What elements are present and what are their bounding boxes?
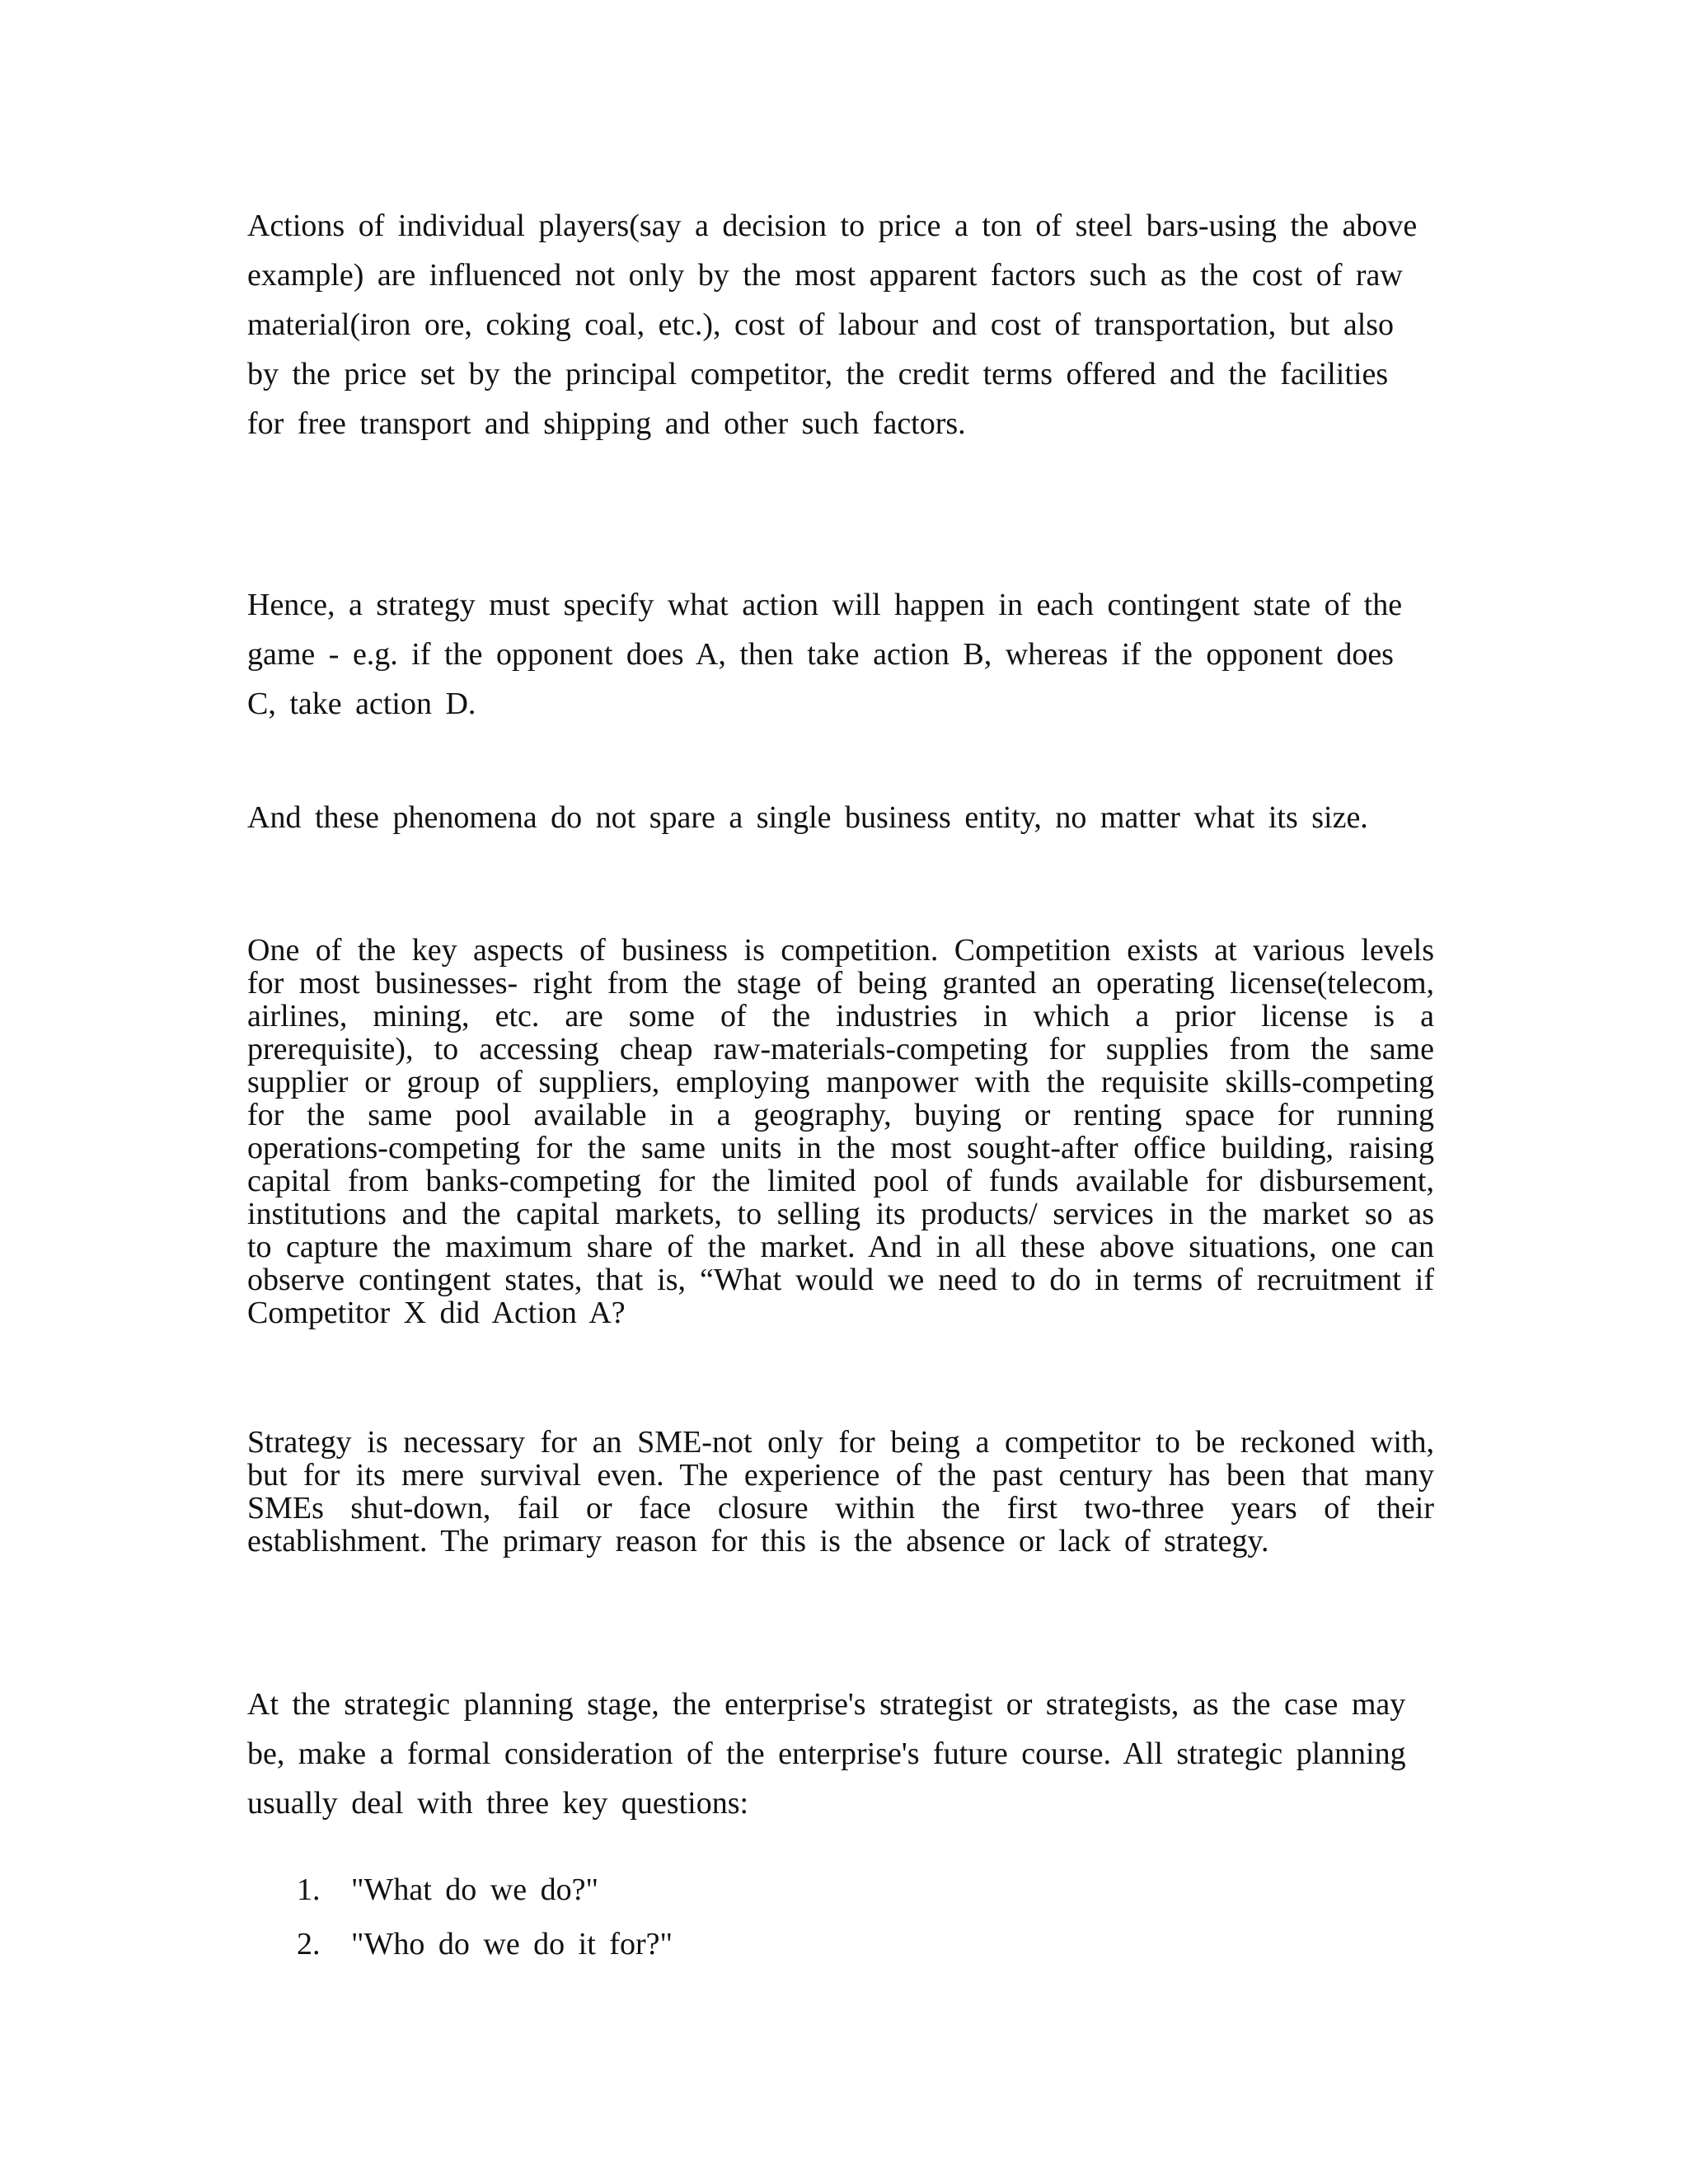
paragraph-player-actions: Actions of individual players(say a decision to price a ton of steel bars-using the above example) are influenced not only by the most apparent factors such as the cost of raw material(iron ore, coking coal, etc.), cost of labour and cost of transportation, but also by the price set by the principal competitor, the credit terms offered and the facilities for free transport and shipping and other such factors. — [247, 209, 1418, 441]
paragraph-sme-strategy: Strategy is necessary for an SME-not only for being a competitor to be reckoned with, but for its mere survival even. The experience of the past century has been that many SMEs shut-down, fail or face closure within the first two-three years of their establishment. The primary reason for this is the absence or lack of strategy. — [247, 1425, 1434, 1558]
paragraph-competition: One of the key aspects of business is competition. Competition exists at various levels for most businesses- right from the stage of being granted an operating license(telecom, airlines, mining, etc. are some of the industries in which a prior license is a prerequisite), to accessing cheap raw-materials-competing for supplies from the same supplier or group of suppliers, employing manpower with the requisite skills-competing for the same pool available in a geography, buying or renting space for running operations-competing for the same units in the most sought-after office building, raising capital from banks-competing for the limited pool of funds available for disbursement, institutions and the capital markets, to selling its products/ services in the market so as to capture the maximum share of the market. And in all these above situations, one can observe contingent states, that is, “What would we need to do in terms of recruitment if Competitor X did Action A? — [247, 933, 1434, 1330]
list-item-text: "Who do we do it for?" — [351, 1927, 673, 1961]
list-item — [297, 1863, 673, 1917]
paragraph-strategy-contingent-state: Hence, a strategy must specify what action will happen in each contingent state of the game - e.g. if the opponent does A, then take action B, whereas if the opponent does C, take action D. — [247, 588, 1403, 721]
paragraph-strategic-planning: At the strategic planning stage, the enterprise's strategist or strategists, as the case may be, make a formal consideration of the enterprise's future course. All strategic planning usually deal with three key questions: — [247, 1687, 1406, 1821]
paragraph-phenomena: And these phenomena do not spare a single business entity, no matter what its size. — [247, 800, 1368, 835]
list-item-number: 1. — [297, 1872, 321, 1907]
key-questions-list — [297, 1863, 673, 1971]
list-item-text: "What do we do?" — [351, 1872, 598, 1907]
list-item-number: 2. — [297, 1927, 321, 1961]
list-item — [297, 1917, 673, 1971]
